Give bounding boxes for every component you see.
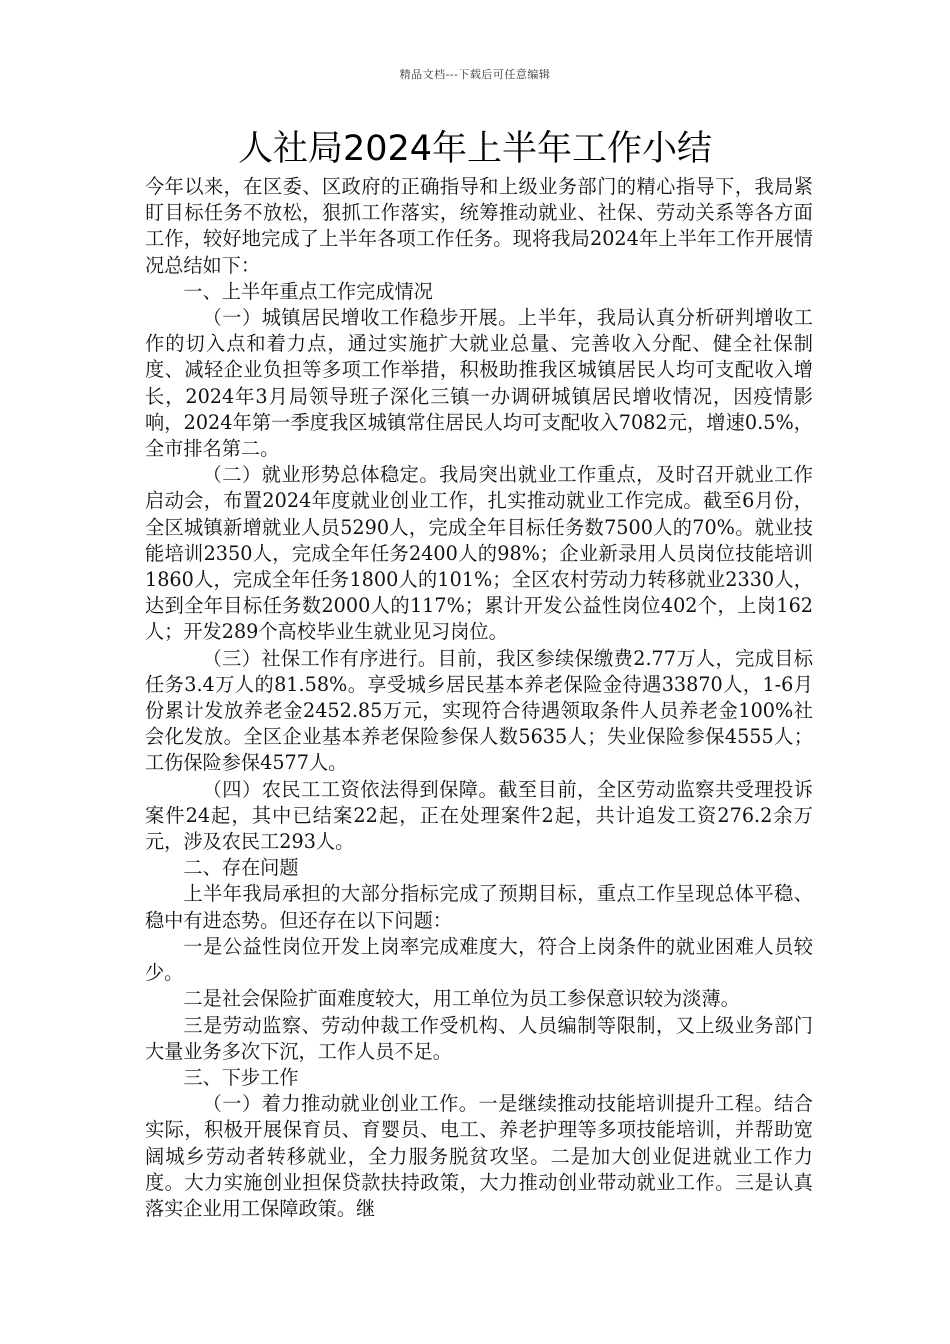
body-paragraph: （一）着力推动就业创业工作。一是继续推动技能培训提升工程。结合实际，积极开展保育员、育婴员、电工、养老护理等多项技能培训，并帮助宽阔城乡劳动者转移就业，全力服务脱贫攻坚。二是加大创业促进就业工作力度。大力实施创业担保贷款扶持政策，大力推动创业带动就业工作。三是认真落实企业用工保障政策。继 [145,1092,813,1220]
document-body [145,174,813,1222]
body-paragraph: 二是社会保险扩面难度较大，用工单位为员工参保意识较为淡薄。 [183,987,740,1011]
body-paragraph: 一、上半年重点工作完成情况 [183,279,433,303]
body-paragraph: （四）农民工工资依法得到保障。截至目前，全区劳动监察共受理投诉案件24起，其中已结案22起，正在处理案件2起，共计追发工资276.2余万元，涉及农民工293人。 [145,777,813,854]
body-paragraph: （二）就业形势总体稳定。我局突出就业工作重点，及时召开就业工作启动会，布置2024年度就业创业工作，扎实推动就业工作完成。截至6月份，全区城镇新增就业人员5290人，完成全年目标任务数7500人的70%。就业技能培训2350人，完成全年任务2400人的98%；企业新录用人员岗位技能培训1860人，完成全年任务1800人的101%；全区农村劳动力转移就业2330人，达到全年目标任务数2000人的117%；累计开发公益性岗位402个，上岗162人；开发289个高校毕业生就业见习岗位。 [145,463,813,644]
body-paragraph: （三）社保工作有序进行。目前，我区参续保缴费2.77万人，完成目标任务3.4万人的81.58%。享受城乡居民基本养老保险金待遇33870人，1-6月份累计发放养老金2452.85万元，实现符合待遇领取条件人员养老金100%社会化发放。全区企业基本养老保险参保人数5635人；失业保险参保4555人；工伤保险参保4577人。 [145,646,813,775]
body-paragraph: （一）城镇居民增收工作稳步开展。上半年，我局认真分析研判增收工作的切入点和着力点，通过实施扩大就业总量、完善收入分配、健全社保制度、减轻企业负担等多项工作举措，积极助推我区城镇居民人均可支配收入增长，2024年3月局领导班子深化三镇一办调研城镇居民增收情况，因疫情影响，2024年第一季度我区城镇常住居民人均可支配收入7082元，增速0.5%，全市排名第二。 [145,306,813,461]
body-paragraph: 三是劳动监察、劳动仲裁工作受机构、人员编制等限制，又上级业务部门大量业务多次下沉，工作人员不足。 [145,1013,813,1063]
body-paragraph: 一是公益性岗位开发上岗率完成难度大，符合上岗条件的就业困难人员较少。 [145,934,813,985]
document-title: 人社局2024年上半年工作小结 [237,129,713,169]
body-paragraph: 今年以来，在区委、区政府的正确指导和上级业务部门的精心指导下，我局紧盯目标任务不放松，狠抓工作落实，统筹推动就业、社保、劳动关系等各方面工作，较好地完成了上半年各项工作任务。现将我局2024年上半年工作开展情况总结如下： [145,175,813,277]
body-paragraph: 二、存在问题 [183,856,299,880]
page-header-note: 精品文档---下载后可任意编辑 [399,68,551,81]
body-paragraph: 三、下步工作 [183,1065,299,1089]
body-paragraph: 上半年我局承担的大部分指标完成了预期目标，重点工作呈现总体平稳、稳中有进态势。但还存在以下问题： [145,882,813,932]
